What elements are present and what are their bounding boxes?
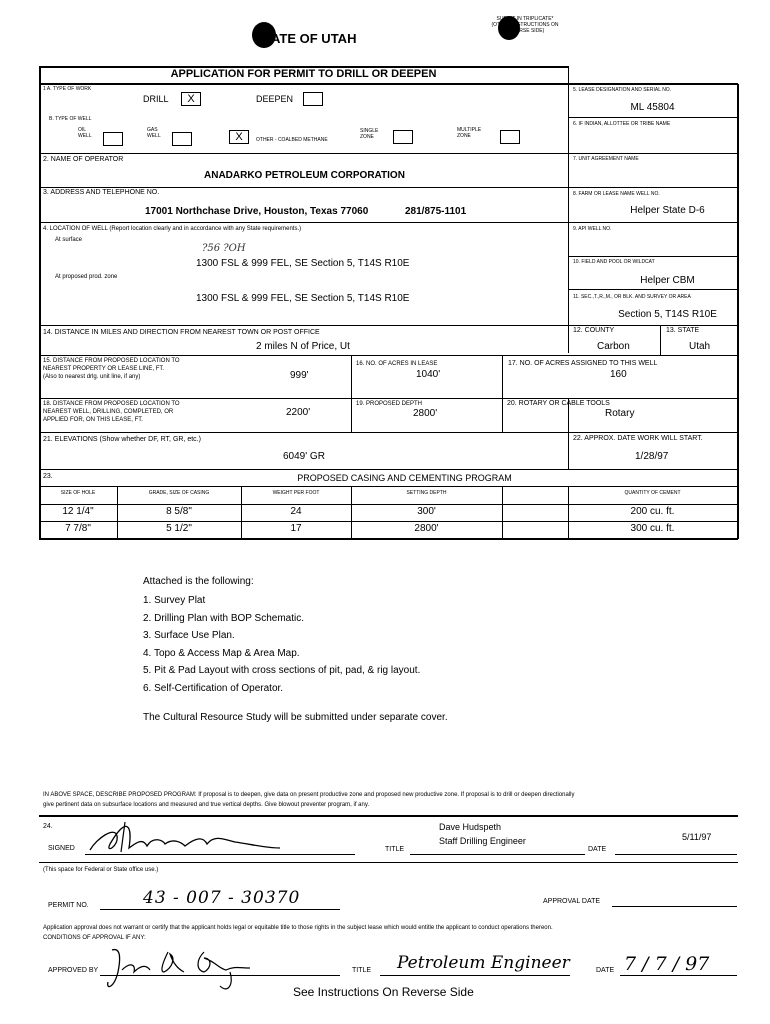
acres-lease-value: 1040': [416, 369, 441, 380]
other-well-checkbox[interactable]: X: [229, 130, 249, 144]
prod-zone-label: At proposed prod. zone: [55, 274, 118, 280]
proposed-depth-label: 19. PROPOSED DEPTH: [356, 401, 423, 407]
field-pool-value: Helper CBM: [640, 275, 695, 286]
list-item: 4. Topo & Access Map & Area Map.: [143, 647, 300, 659]
phone-value: 281/875-1101: [405, 206, 467, 217]
column-header: SETTING DEPTH: [406, 490, 447, 496]
oil-well-label: OIL WELL: [78, 127, 92, 139]
table-cell: 300': [417, 506, 436, 517]
state-label: 13. STATE: [666, 327, 700, 334]
single-zone-checkbox[interactable]: [393, 130, 413, 144]
list-item: 6. Self-Certification of Operator.: [143, 682, 284, 694]
elevations-label: 21. ELEVATIONS (Show whether DF, RT, GR, etc.): [43, 436, 201, 443]
casing-program-title: PROPOSED CASING AND CEMENTING PROGRAM: [297, 473, 512, 483]
signer-title: Staff Drilling Engineer: [439, 836, 526, 846]
type-of-work-label: 1 A. TYPE OF WORK: [43, 86, 92, 92]
rotary-cable-label: 20. ROTARY OR CABLE TOOLS: [507, 400, 610, 407]
acres-assigned-label: 17. NO. OF ACRES ASSIGNED TO THIS WELL: [508, 360, 658, 367]
column-header: QUANTITY OF CEMENT: [624, 490, 681, 496]
submit-note: SUBMIT IN TRIPLICATE* (OTHER INSTRUCTIONS ON REVERSE SIDE): [491, 16, 559, 34]
deepen-label: DEEPEN: [256, 94, 294, 104]
signed-label: SIGNED: [48, 845, 75, 852]
signature-number: 24.: [43, 823, 53, 830]
oil-well-checkbox[interactable]: [103, 132, 123, 146]
address-label: 3. ADDRESS AND TELEPHONE NO.: [43, 189, 160, 196]
table-cell: 200 cu. ft.: [630, 506, 675, 517]
column-header: SIZE OF HOLE: [60, 490, 96, 496]
county-label: 12. COUNTY: [573, 327, 615, 334]
drill-checkbox[interactable]: X: [181, 92, 201, 106]
approved-date-label: DATE: [596, 967, 615, 974]
date-label: DATE: [588, 846, 607, 853]
multiple-zone-label: MULTIPLE ZONE: [457, 127, 482, 139]
approved-title-value: Petroleum Engineer: [397, 953, 570, 973]
casing-number-label: 23.: [43, 473, 53, 480]
field-pool-label: 10. FIELD AND POOL OR WILDCAT: [573, 259, 655, 265]
approval-disclaimer: Application approval does not warrant or certify that the applicant holds legal or equitable title to those rights in the subject lease which would entitle the applicant to conduct operations thereon.: [43, 925, 553, 931]
rotary-cable-value: Rotary: [605, 408, 635, 419]
column-header: WEIGHT PER FOOT: [272, 490, 320, 496]
approval-date-label: APPROVAL DATE: [543, 898, 601, 905]
acres-assigned-value: 160: [610, 369, 627, 380]
column-header: GRADE, SIZE OF CASING: [148, 490, 210, 496]
gas-well-label: GAS WELL: [147, 127, 161, 139]
list-item: 1. Survey Plat: [143, 595, 206, 606]
single-zone-label: SINGLE ZONE: [360, 128, 379, 140]
approved-date-value: 7 / 7 / 97: [624, 953, 710, 975]
surface-location-value: 1300 FSL & 999 FEL, SE Section 5, T14S R10E: [196, 258, 410, 269]
state-value: Utah: [689, 341, 711, 352]
surface-label: At surface: [55, 237, 83, 243]
cultural-resource-note: The Cultural Resource Study will be submitted under separate cover.: [143, 712, 448, 723]
table-cell: 7 7/8": [65, 523, 91, 534]
prod-zone-value: 1300 FSL & 999 FEL, SE Section 5, T14S R10E: [196, 293, 410, 304]
permit-no-value: 43 - 007 - 30370: [143, 888, 301, 908]
elevations-value: 6049' GR: [283, 451, 325, 462]
farm-lease-value: Helper State D-6: [630, 205, 705, 216]
table-cell: 2800': [414, 523, 439, 534]
operator-label: 2. NAME OF OPERATOR: [43, 156, 124, 163]
signer-name: Dave Hudspeth: [439, 822, 502, 832]
signature-image: [85, 818, 285, 863]
address-value: 17001 Northchase Drive, Houston, Texas 77060: [145, 206, 369, 217]
approx-date-value: 1/28/97: [635, 451, 669, 462]
lease-designation-label: 5. LEASE DESIGNATION AND SERIAL NO.: [573, 87, 672, 93]
deepen-checkbox[interactable]: [303, 92, 323, 106]
unit-agreement-label: 7. UNIT AGREEMENT NAME: [573, 156, 639, 162]
other-well-label: OTHER - COALBED METHANE: [256, 137, 328, 143]
state-title: ATE OF UTAH: [271, 31, 357, 46]
form-title: APPLICATION FOR PERMIT TO DRILL OR DEEPEN: [170, 68, 437, 80]
county-value: Carbon: [597, 341, 630, 352]
section-survey-label: 11. SEC.,T.,R.,M., OR BLK. AND SURVEY OR AREA: [573, 294, 691, 300]
title-label: TITLE: [385, 846, 405, 853]
table-cell: 12 1/4": [62, 506, 94, 517]
reverse-instructions: See Instructions On Reverse Side: [293, 985, 474, 999]
table-cell: 24: [290, 506, 302, 517]
table-cell: 300 cu. ft.: [630, 523, 675, 534]
distance-lease-line-label: 15. DISTANCE FROM PROPOSED LOCATION TO NEAREST PROPERTY OR LEASE LINE, FT. (Also to nearest drlg. unit line, if any): [43, 358, 180, 380]
indian-allottee-label: 6. IF INDIAN, ALLOTTEE OR TRIBE NAME: [573, 121, 671, 127]
date-value: 5/11/97: [682, 832, 712, 842]
distance-nearest-well-label: 18. DISTANCE FROM PROPOSED LOCATION TO NEAREST WELL, DRILLING, COMPLETED, OR APPLIED FOR, ON THIS LEASE, FT.: [43, 401, 180, 423]
distance-town-value: 2 miles N of Price, Ut: [256, 341, 350, 352]
multiple-zone-checkbox[interactable]: [500, 130, 520, 144]
approver-signature-image: [100, 938, 280, 998]
section-survey-value: Section 5, T14S R10E: [618, 309, 717, 320]
lease-designation-value: ML 45804: [630, 102, 675, 113]
proposed-depth-value: 2800': [413, 408, 438, 419]
approved-by-label: APPROVED BY: [48, 967, 99, 974]
list-item: 3. Surface Use Plan.: [143, 630, 235, 642]
conditions-label: CONDITIONS OF APPROVAL IF ANY:: [43, 935, 146, 941]
table-cell: 5 1/2": [166, 523, 192, 534]
operator-value: ANADARKO PETROLEUM CORPORATION: [204, 170, 405, 181]
type-of-well-label: B. TYPE OF WELL: [49, 116, 92, 122]
distance-lease-line-value: 999': [290, 370, 309, 381]
list-item: 2. Drilling Plan with BOP Schematic.: [143, 612, 304, 624]
approx-date-label: 22. APPROX. DATE WORK WILL START.: [573, 435, 703, 442]
approved-title-label: TITLE: [352, 967, 372, 974]
above-space-instructions: IN ABOVE SPACE, DESCRIBE PROPOSED PROGRAM: If proposal is to deepen, give data on present productive zone and proposed new productive zone. If proposal is to drill or deepen directionally give pertinent data on subsurface locations and measured and true vertical depths. Give blowout preventer program, if any.: [43, 792, 575, 808]
attachments-list: [143, 592, 420, 698]
location-label: 4. LOCATION OF WELL (Report location clearly and in accordance with any State requirements.): [43, 226, 302, 232]
distance-nearest-well-value: 2200': [286, 407, 311, 418]
farm-lease-label: 8. FARM OR LEASE NAME WELL NO.: [573, 191, 660, 197]
attachments-intro: Attached is the following:: [143, 576, 254, 587]
handwritten-note: ?56 ?OH: [202, 243, 246, 254]
table-cell: 17: [290, 523, 302, 534]
gas-well-checkbox[interactable]: [172, 132, 192, 146]
api-well-label: 9. API WELL NO.: [573, 226, 612, 232]
office-use-note: (This space for Federal or State office use.): [43, 867, 159, 873]
distance-town-label: 14. DISTANCE IN MILES AND DIRECTION FROM NEAREST TOWN OR POST OFFICE: [43, 329, 320, 336]
list-item: 5. Pit & Pad Layout with cross sections of pit, pad, & rig layout.: [143, 665, 421, 677]
table-cell: 8 5/8": [166, 506, 192, 517]
acres-lease-label: 16. NO. OF ACRES IN LEASE: [356, 361, 438, 367]
permit-no-label: PERMIT NO.: [48, 902, 89, 909]
drill-label: DRILL: [143, 94, 169, 104]
